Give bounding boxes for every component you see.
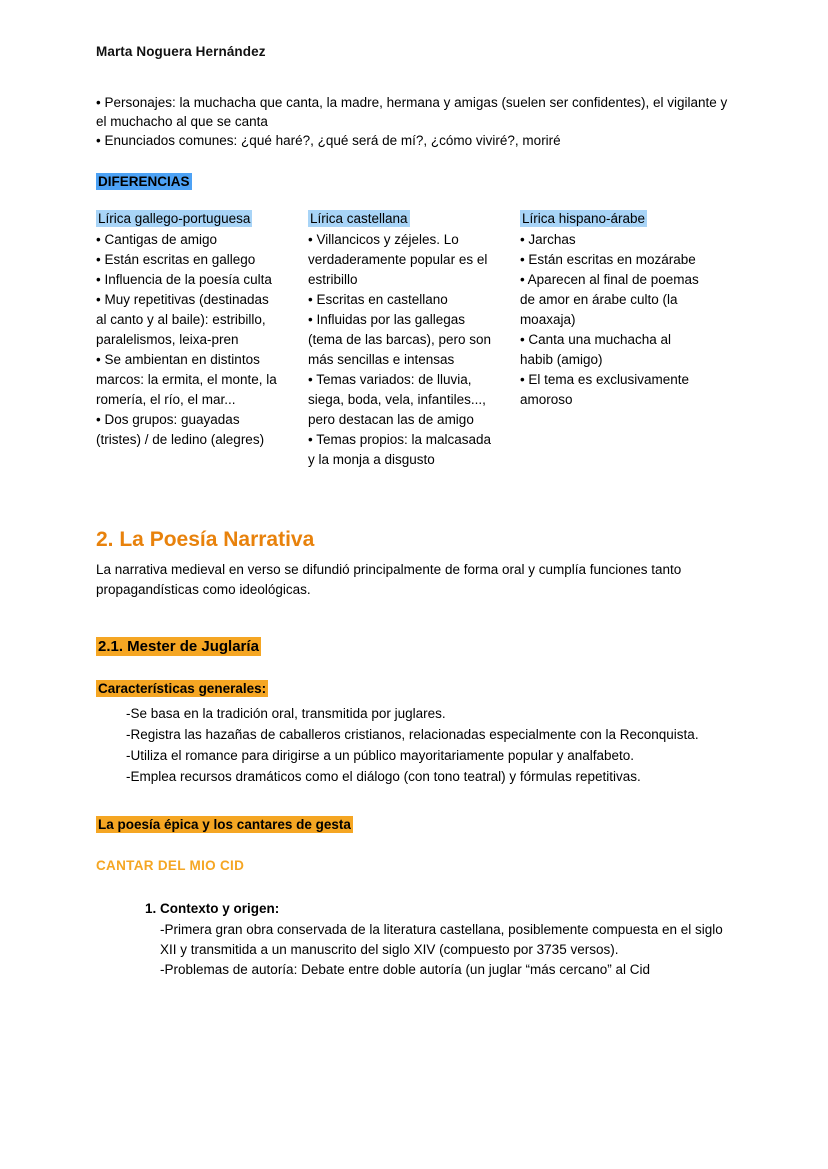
intro-bullet-2: • Enunciados comunes: ¿qué haré?, ¿qué será de mí?, ¿cómo viviré?, moriré [96, 133, 561, 148]
list-item: -Emplea recursos dramáticos como el diálogo (con tono teatral) y fórmulas repetitivas. [126, 769, 641, 784]
list-item: -Utiliza el romance para dirigirse a un público mayoritariamente popular y analfabeto. [126, 748, 635, 763]
list-item: • Temas variados: de lluvia, siega, boda, vela, infantiles..., pero destacan las de amigo [307, 372, 486, 427]
item-line: -Problemas de autoría: Debate entre doble autoría (un juglar “más cercano” al Cid [160, 962, 651, 977]
intro-bullet-1: • Personajes: la muchacha que canta, la madre, hermana y amigas (suelen ser confidentes), el vigilante y el muchacho al que se canta [96, 95, 728, 129]
features-title: Características generales: [98, 681, 267, 696]
column-heading-wrap [96, 211, 280, 226]
list-item: • Cantigas de amigo [96, 232, 218, 247]
list-item: -Se basa en la tradición oral, transmitida por juglares. [126, 706, 446, 721]
list-item: • El tema es exclusivamente amoroso [519, 372, 689, 407]
differences-heading-wrap [96, 174, 732, 189]
numbered-list [96, 899, 732, 980]
list-item: • Se ambientan en distintos marcos: la ermita, el monte, la romería, el río, el mar... [96, 352, 277, 407]
differences-columns [96, 211, 732, 470]
list-item: • Aparecen al final de poemas de amor en árabe culto (la moaxaja) [519, 272, 699, 327]
features-list [96, 704, 732, 787]
epic-title: La poesía épica y los cantares de gesta [98, 817, 351, 832]
item-line: -Primera gran obra conservada de la literatura castellana, posiblemente compuesta en el siglo XII y transmitida a un manuscrito del siglo XIV (compuesto por 3735 versos). [160, 922, 723, 957]
column-heading: Lírica castellana [309, 211, 408, 226]
list-item: • Influidas por las gallegas (tema de las barcas), pero son más sencillas e intensas [307, 312, 492, 367]
list-item: • Influencia de la poesía culta [96, 272, 272, 287]
column-heading: Lírica hispano-árabe [521, 211, 646, 226]
author-name: Marta Noguera Hernández [96, 44, 266, 59]
list-item: • Jarchas [519, 232, 576, 247]
intro-bullets [96, 93, 732, 150]
list-item: • Están escritas en mozárabe [519, 252, 696, 267]
section-title-2: 2. La Poesía Narrativa [96, 528, 315, 551]
section-2-intro: La narrativa medieval en verso se difundió principalmente de forma oral y cumplía funciones tanto propagandísticas como ideológicas. [96, 562, 682, 597]
item-body [160, 920, 732, 980]
column-hispano-arabe [520, 211, 732, 470]
column-heading-wrap [520, 211, 704, 226]
features-title-wrap [96, 681, 732, 696]
column-heading: Lírica gallego-portuguesa [98, 211, 251, 226]
list-item: • Temas propios: la malcasada y la monja a disgusto [307, 432, 492, 467]
list-item: • Muy repetitivas (destinadas al canto y al baile): estribillo, paralelismos, leixa-pren [96, 292, 269, 347]
column-heading-wrap [308, 211, 492, 226]
column-gallego-portuguesa [96, 211, 308, 470]
list-item: • Dos grupos: guayadas (tristes) / de ledino (alegres) [96, 412, 265, 447]
list-item: -Registra las hazañas de caballeros cristianos, relacionadas especialmente con la Reconquista. [126, 727, 699, 742]
list-item: • Canta una muchacha al habib (amigo) [519, 332, 672, 367]
list-item: • Están escritas en gallego [96, 252, 256, 267]
column-castellana [308, 211, 520, 470]
differences-heading: DIFERENCIAS [98, 174, 190, 189]
cantar-title: CANTAR DEL MIO CID [96, 858, 245, 873]
list-item: • Villancicos y zéjeles. Lo verdaderamente popular es el estribillo [307, 232, 488, 287]
list-item: • Escritas en castellano [307, 292, 448, 307]
epic-title-wrap [96, 817, 732, 832]
list-item [160, 899, 732, 980]
item-heading: Contexto y origen: [160, 901, 280, 916]
subsection-heading-wrap [96, 638, 732, 655]
subsection-heading: 2.1. Mester de Juglaría [98, 638, 259, 655]
